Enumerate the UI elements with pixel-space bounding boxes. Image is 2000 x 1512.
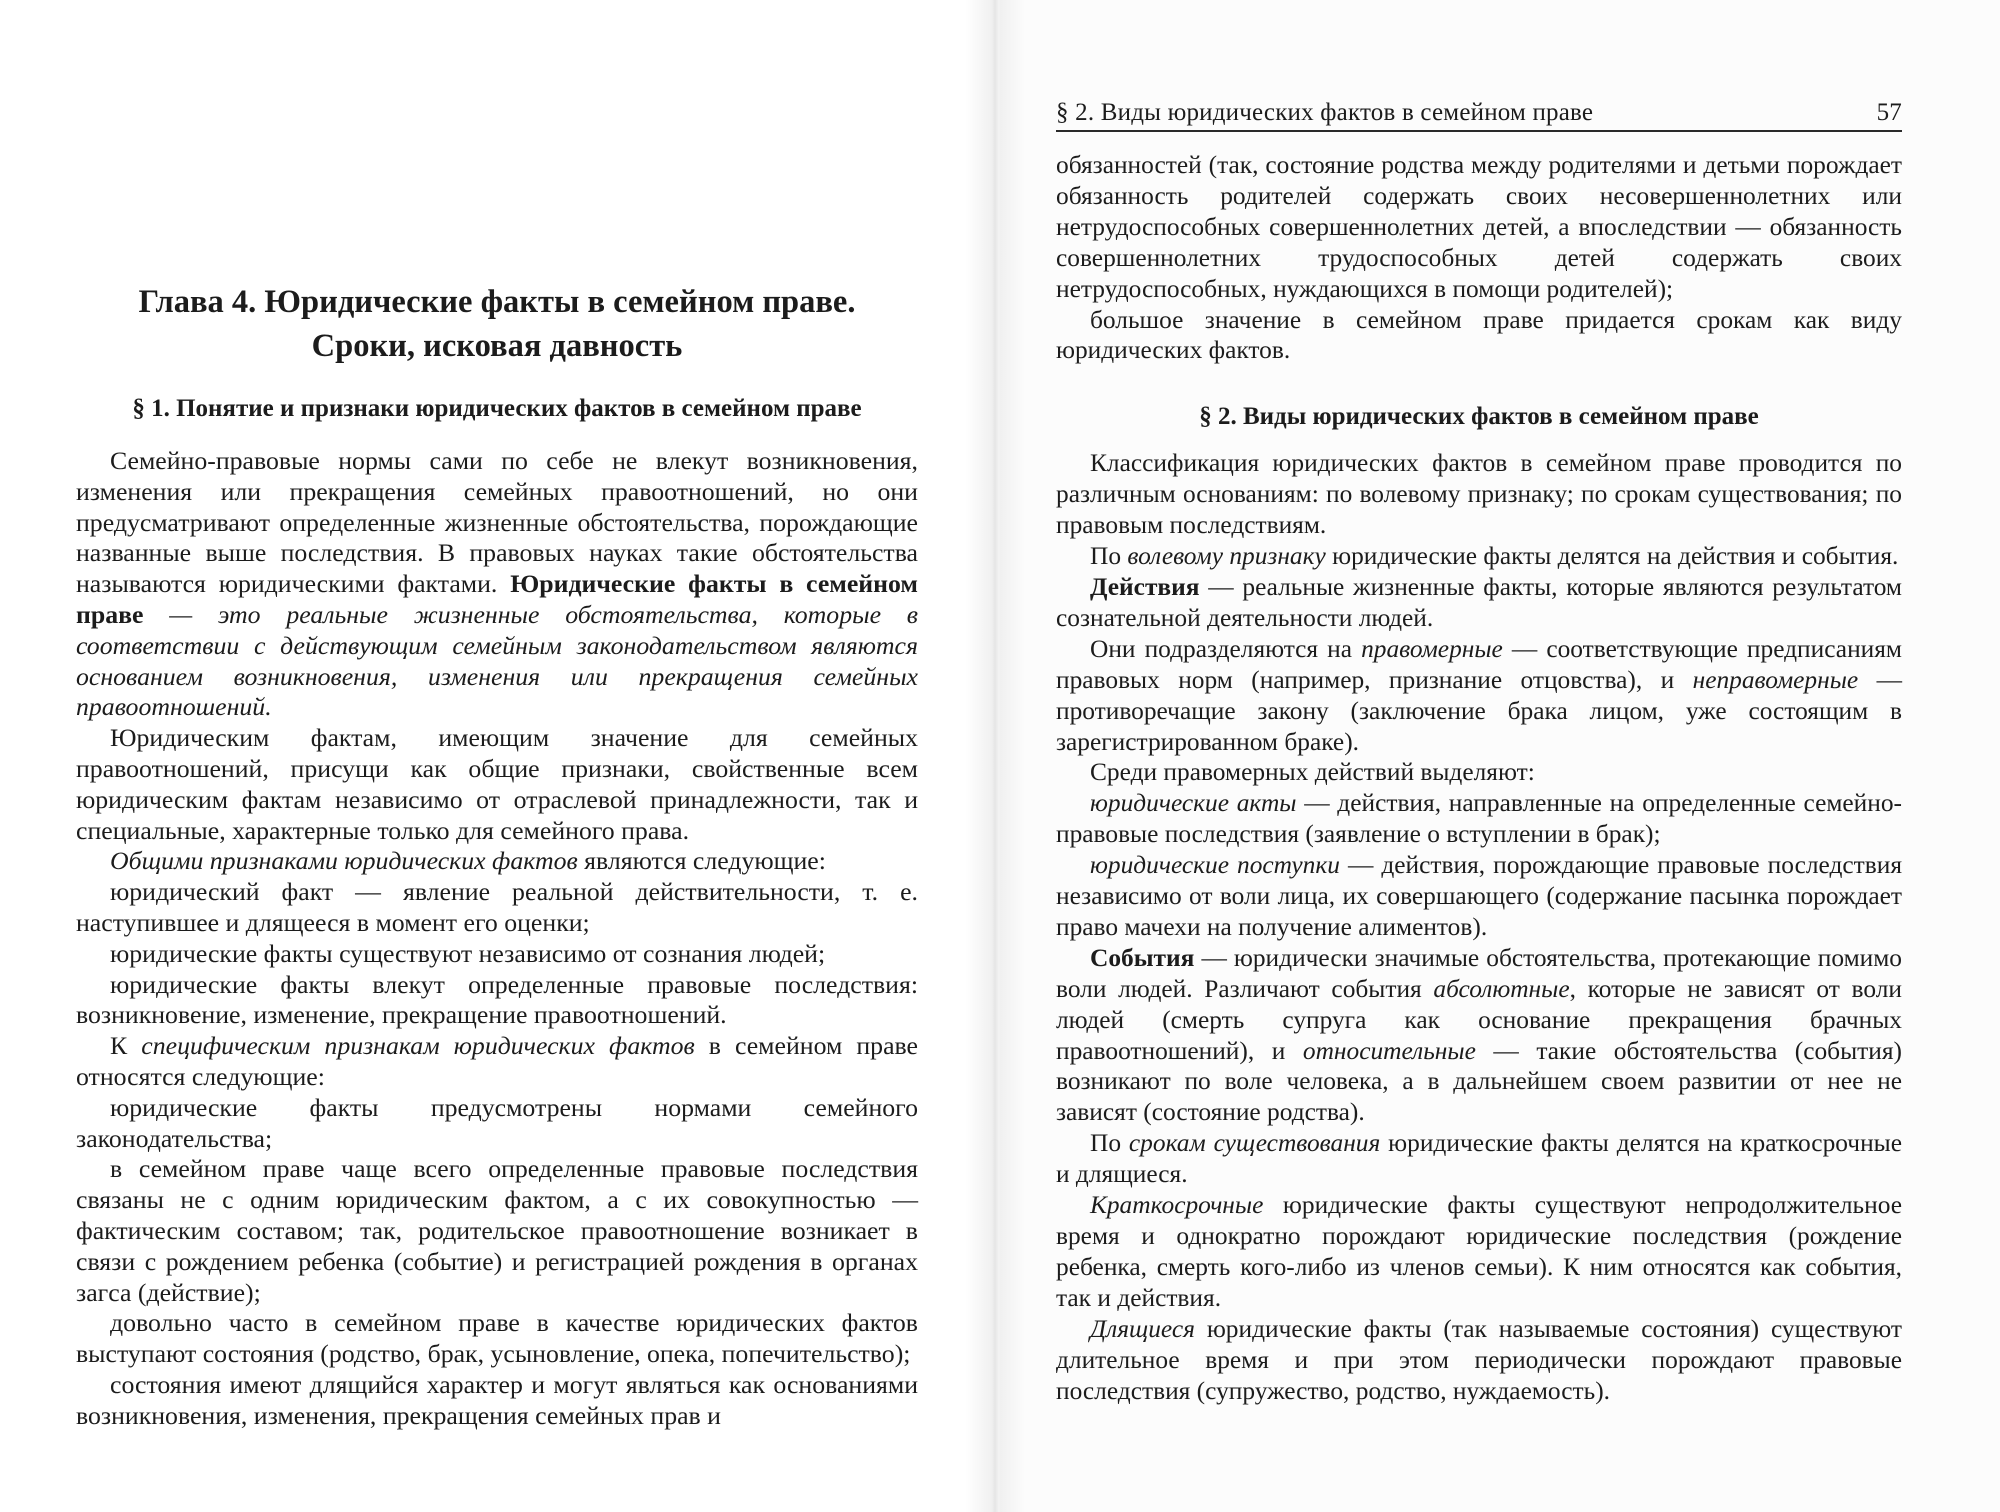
emphasis: юридические акты	[1090, 789, 1297, 818]
list-item: юридические факты предусмотрены нормами семейного законодательства;	[76, 1092, 918, 1153]
page-number: 57	[1876, 99, 1902, 126]
list-item: юридические факты влекут определенные правовые последствия: возникновение, изменение, прекращение правоотношений.	[76, 969, 918, 1030]
chapter-title	[76, 280, 918, 368]
definition-text: — это реальные жизненные обстоятельства, которые в соответствии с действующим семейным законодательством являются основанием возникновения, изменения или прекращения семейных правоотношений.	[76, 599, 918, 722]
paragraph	[1056, 541, 1902, 572]
paragraph-text: Семейно-правовые нормы сами по себе не влекут возникновения, изменения или прекращения семейных правоотношений, но они предусматривают определенные жизненные обстоятельства, порождающие названные выше последствия. В правовых науках такие обстоятельства называются юридическими фактами.	[76, 446, 918, 599]
emphasis: Краткосрочные	[1090, 1191, 1264, 1220]
list-item: состояния имеют длящийся характер и могут являться как основаниями возникновения, изменения, прекращения семейных прав и	[76, 1369, 918, 1430]
paragraph-text: — противоречащие закону (заключение брака лицом, уже состоящим в зарегистрированном браке).	[1056, 665, 1902, 756]
list-item: юридический факт — явление реальной действительности, т. е. наступившее и длящееся в момент его оценки;	[76, 877, 918, 937]
emphasis: абсолютные	[1433, 974, 1570, 1003]
left-page-text	[76, 280, 918, 1432]
paragraph-text: — реальные жизненные факты, которые являются результатом сознательной деятельности людей.	[1056, 572, 1902, 632]
paragraph-text: — действия, порождающие правовые последствия независимо от воли лица, их совершающего (содержание пасынка порождает право мачехи на получение алиментов).	[1056, 851, 1903, 941]
paragraph	[76, 846, 918, 877]
emphasis: Длящиеся	[1090, 1314, 1195, 1343]
paragraph-text: юридические факты делятся на действия и события.	[1325, 542, 1899, 571]
list-item: довольно часто в семейном праве в качестве юридических фактов выступают состояния (родство, брак, усыновление, опека, попечительство);	[76, 1308, 918, 1369]
emphasis: срокам существования	[1128, 1129, 1381, 1158]
paragraph-text: — действия, направленные на определенные семейно-правовые последствия (заявление о вступлении в брак);	[1056, 789, 1903, 849]
paragraph	[1056, 1314, 1902, 1407]
paragraph	[1056, 572, 1902, 634]
definition-term: Юридические факты в семейном праве	[76, 569, 918, 629]
paragraph	[1056, 1190, 1902, 1314]
right-page-text	[1056, 150, 1902, 1406]
running-header-title: § 2. Виды юридических фактов в семейном праве	[1056, 99, 1594, 126]
chapter-title-line-2: Сроки, исковая давность	[311, 328, 683, 364]
section-1-heading: § 1. Понятие и признаки юридических фактов в семейном праве	[132, 395, 862, 422]
emphasis: специфическим признакам юридических фактов	[141, 1031, 695, 1061]
emphasis: неправомерные	[1692, 665, 1859, 694]
term: События	[1090, 943, 1195, 972]
emphasis: волевому признаку	[1127, 542, 1326, 571]
paragraph	[1056, 634, 1902, 758]
emphasis: относительные	[1302, 1036, 1476, 1065]
paragraph-text: К	[110, 1031, 142, 1061]
paragraph: большое значение в семейном праве придается срокам как виду юридических фактов.	[1056, 305, 1902, 365]
section-2-heading: § 2. Виды юридических фактов в семейном праве	[1199, 403, 1759, 431]
emphasis: юридические поступки	[1090, 851, 1340, 880]
list-item: юридические факты существуют независимо от сознания людей;	[110, 938, 826, 968]
list-item	[1056, 788, 1902, 850]
paragraph: Классификация юридических фактов в семейном праве проводится по различным основаниям: по волевому признаку; по срокам существования; по правовым последствиям.	[1056, 449, 1902, 540]
paragraph-text: , которые не зависят от воли людей (смерть супруга как основание прекращения брачных правоотношений), и	[1056, 974, 1902, 1065]
emphasis: правомерные	[1361, 634, 1503, 663]
paragraph-text: юридические факты (так называемые состояния) существуют длительное время и при этом периодически порождают правовые последствия (супружество, родство, нуждаемость).	[1056, 1314, 1902, 1405]
paragraph	[1056, 1128, 1902, 1190]
paragraph-text: — такие обстоятельства (события) возникают по воле человека, а в дальнейшем своем развитии от нее не зависят (состояние родства).	[1056, 1036, 1902, 1127]
paragraph	[76, 1031, 918, 1093]
paragraph-text: в семейном праве относятся следующие:	[76, 1031, 918, 1091]
term: Действия	[1090, 572, 1200, 601]
paragraph-text: По	[1090, 542, 1128, 571]
paragraph-text: По	[1090, 1129, 1129, 1158]
emphasis: Общими признаками юридических фактов	[110, 846, 578, 876]
list-item: в семейном праве чаще всего определенные правовые последствия связаны не с одним юридическим фактом, а с их совокупностью — фактическим составом; так, родительское правоотношение возникает в связи с рождением ребенка (событие) и регистрацией рождения в органах загса (действие);	[76, 1154, 918, 1307]
paragraph	[1056, 943, 1902, 1128]
paragraph: Среди правомерных действий выделяют:	[1090, 758, 1535, 787]
paragraph-definition	[76, 446, 918, 723]
paragraph-text: — соответствующие предписаниям правовых норм (например, признание отцовства), и	[1056, 634, 1902, 694]
running-header	[1056, 92, 1902, 132]
right-page	[1000, 0, 2000, 1512]
paragraph-text: — юридически значимые обстоятельства, протекающие помимо воли людей. Различают события	[1056, 943, 1902, 1003]
list-item	[1056, 850, 1902, 943]
book-gutter-shadow	[965, 0, 1025, 1512]
paragraph: Юридическим фактам, имеющим значение для семейных правоотношений, присущи как общие признаки, свойственные всем юридическим фактам независимо от отраслевой принадлежности, так и специальные, характерные только для семейного права.	[76, 723, 918, 845]
paragraph-text: Они подразделяются на	[1090, 634, 1362, 663]
paragraph-text: юридические факты делятся на краткосрочные и длящиеся.	[1056, 1129, 1902, 1189]
chapter-title-line-1: Глава 4. Юридические факты в семейном праве.	[138, 284, 856, 320]
paragraph-text: юридические факты существуют непродолжительное время и однократно порождают юридические последствия (рождение ребенка, смерть кого-либо из членов семьи). К ним относятся как события, так и действия.	[1056, 1191, 1902, 1312]
paragraph-continued: обязанностей (так, состояние родства между родителями и детьми порождает обязанность родителей содержать своих несовершеннолетних или нетрудоспособных совершеннолетних детей, а впоследствии — обязанность совершеннолетних трудоспособных детей содержать своих нетрудоспособных, нуждающихся в помощи родителей);	[1056, 151, 1902, 303]
paragraph-text: являются следующие:	[577, 846, 826, 876]
